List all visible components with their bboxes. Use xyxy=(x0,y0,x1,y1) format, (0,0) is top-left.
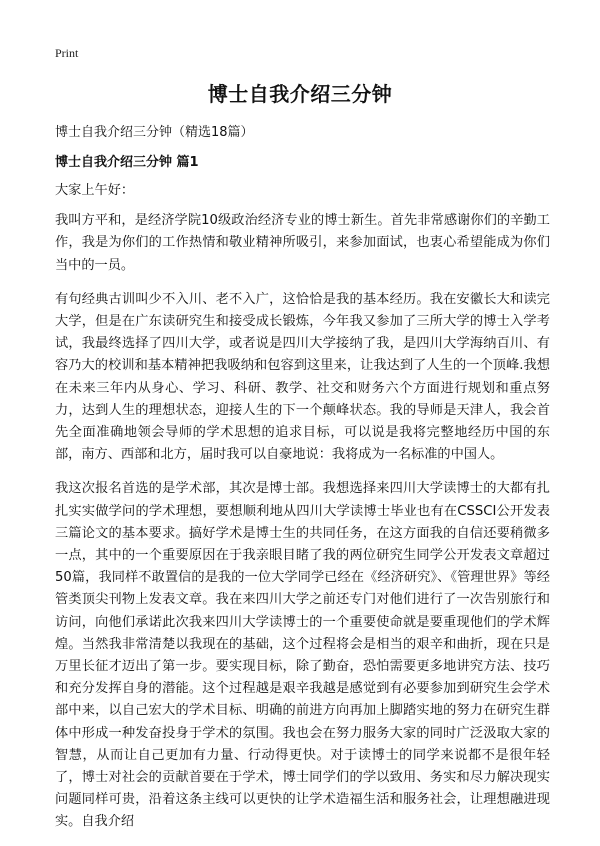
section-heading: 博士自我介绍三分钟 篇1 xyxy=(55,155,199,170)
print-link[interactable]: Print xyxy=(55,46,79,60)
body-paragraph: 我这次报名首选的是学术部，其次是博士部。我想选择来四川大学读博士的大都有扎扎实实做学问的学术理想，要想顺利地从四川大学读博士毕业也有在CSSCI公开发表三篇论文的基本要求。搞好学术是博士生的共同任务，在这方面我的自信还要稍微多一点，其中的一个重要原因在于我亲眼目睹了我的两位研究生同学公开发表文章超过50篇，我同样不敢置信的是我的一位大学同学已经在《经济研究》、《管理世界》等经管类顶尖刊物上发表文章。我在来四川大学之前还专门对他们进行了一次告别旅行和访问，向他们承诺此次我来四川大学读博士的一个重要使命就是要重现他们的学术辉煌。当然我非常清楚以我现在的基础，这个过程将会是相当的艰辛和曲折，现在只是万里长征才迈出了第一步。要实现目标，除了勤奋，恐怕需要更多地讲究方法、技巧和充分发挥自身的潜能。这个过程越是艰辛我越是感觉到有必要参加到研究生会学术部中来，以自己宏大的学术目标、明确的前进方向再加上脚踏实地的努力在研究生群体中形成一种发奋投身于学术的氛围。我也会在努力服务大家的同时广泛汲取大家的智慧，从而让自己更加有力量、行动得更快。对于读博士的同学来说都不是很年轻了，博士对社会的贡献首要在于学术，博士同学们的学以致用、务实和尽力解决现实问题同样可贵，沿着这条主线可以更快的让学术造福生活和服务社会，让理想融进现实。自我介绍 xyxy=(55,481,550,830)
greeting-paragraph: 大家上午好： xyxy=(55,183,135,198)
body-paragraph: 有句经典古训叫少不入川、老不入广，这恰恰是我的基本经历。我在安徽长大和读完大学，但是在广东读研究生和接受成长锻炼，今年我又参加了三所大学的博士入学考试，我最终选择了四川大学，或者说是四川大学接纳了我，是四川大学海纳百川、有容乃大的校训和基本精神把我吸纳和包容到这里来，让我达到了人生的一个顶峰.我想在未来三年内从身心、学习、科研、教学、社交和财务六个方面进行规划和重点努力，达到人生的理想状态，迎接人生的下一个颠峰状态。我的导师是天津人，我会首先全面准确地领会导师的学术思想的追求目标，可以说是我将完整地经历中国的东部，南方、西部和北方，届时我可以自豪地说：我将成为一名标准的中国人。 xyxy=(55,291,550,463)
document-subtitle: 博士自我介绍三分钟（精选18篇） xyxy=(55,125,254,140)
body-paragraph: 我叫方平和，是经济学院10级政治经济专业的博士新生。首先非常感谢你们的辛勤工作，我是为你们的工作热情和敬业精神所吸引，来参加面试，也衷心希望能成为你们当中的一员。 xyxy=(55,213,550,273)
article-body xyxy=(55,180,550,846)
page-title: 博士自我介绍三分钟 xyxy=(207,82,393,106)
